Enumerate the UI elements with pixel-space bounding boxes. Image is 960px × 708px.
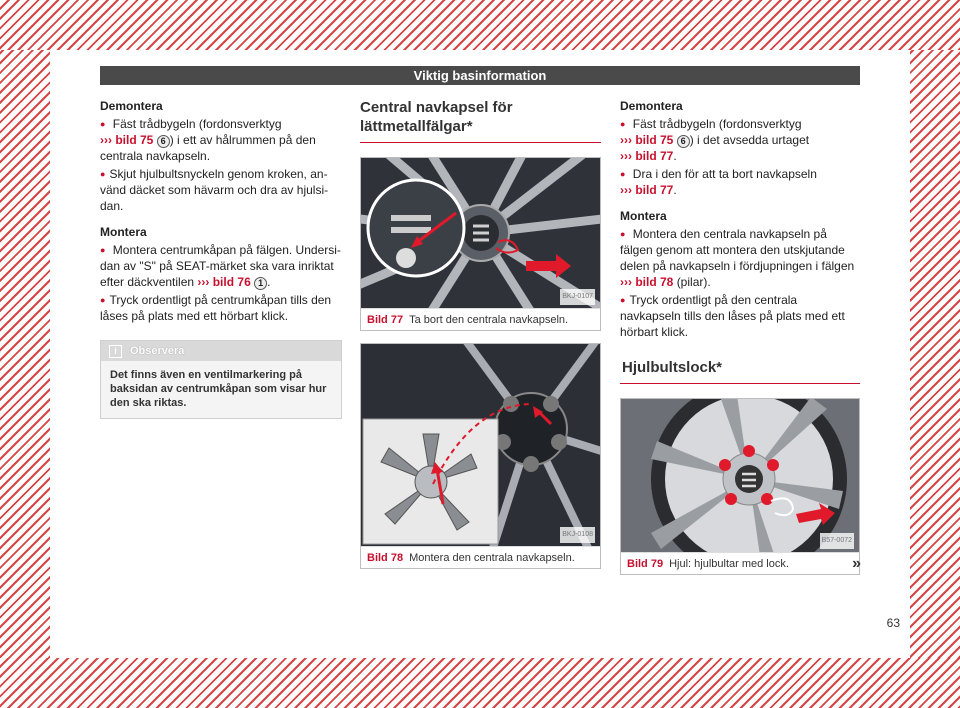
wheel-hubcap-removal-illustration — [361, 158, 600, 308]
figure-label: Bild 77 — [367, 314, 404, 326]
remove-step-1: ● Fäst trådbygeln (fordonsverktyg ››› bild 75 6 ) i ett av hålrummen på den centrala navkapseln. — [100, 116, 342, 164]
note-text: Det finns även en ventilmarkering på baksidan av centrumkåpan som visar hur den ska riktas. — [110, 369, 327, 409]
continue-arrow-icon: » — [852, 555, 861, 572]
figure-79 — [620, 398, 860, 575]
figure-79-caption: Bild 79 Hjul: hjulbultar med lock. — [621, 552, 859, 574]
remove-heading: Demontera — [620, 99, 683, 113]
remove-step-2: ● Dra i den för att ta bort navkapseln ››› bild 77. — [620, 166, 860, 198]
remove-step-2: ● Skjut hjulbultsnyckeln genom kroken, använd däcket som hävarm och dra av hjulsidan. — [100, 166, 342, 214]
figure-78 — [360, 343, 601, 569]
mount-step-1: ● Montera den centrala navkapseln på fälgen genom att montera den utskjutande delen på navkapseln i fördjupningen i fälgen ››› bild 78 (pilar). — [620, 226, 860, 290]
mount-heading: Montera — [620, 209, 667, 223]
section-title-navkapsel: Central navkapsel för lättmetallfälgar* — [360, 98, 601, 143]
link-bild-77[interactable]: ››› bild 77 — [620, 149, 674, 163]
mount-step-2: ● Tryck ordentligt på den centrala navkapseln tills den låses på plats med ett hörbart klick. — [620, 292, 860, 340]
column-middle — [360, 98, 601, 569]
column-right — [620, 98, 860, 575]
link-bild-75[interactable]: ››› bild 75 — [100, 133, 154, 147]
mount-step-2: ● Tryck ordentligt på centrumkåpan tills den låses på plats med ett hörbart klick. — [100, 292, 342, 324]
image-code: BKJ-0107 — [560, 289, 595, 305]
note-title: Observera — [130, 345, 185, 357]
link-bild-77[interactable]: ››› bild 77 — [620, 183, 674, 197]
link-bild-76[interactable]: ››› bild 76 — [197, 275, 251, 289]
decorative-stripe-top — [0, 0, 960, 50]
callout-number: 6 — [157, 135, 170, 148]
figure-label: Bild 79 — [627, 558, 664, 570]
figure-77-caption: Bild 77 Ta bort den centrala navkapseln. — [361, 308, 600, 330]
decorative-stripe-right — [910, 50, 960, 658]
remove-step-1: ● Fäst trådbygeln (fordonsverktyg ››› bild 75 6 ) i det avsedda urtaget ››› bild 77. — [620, 116, 860, 164]
callout-number: 6 — [677, 135, 690, 148]
figure-78-caption: Bild 78 Montera den centrala navkapseln. — [361, 546, 600, 568]
callout-number: 1 — [254, 277, 267, 290]
remove-heading: Demontera — [100, 99, 163, 113]
mount-step-1: ● Montera centrumkåpan på fälgen. Undersidan av "S" på SEAT-märket ska vara inriktat efter däckventilen ››› bild 76 1 . — [100, 242, 342, 290]
image-code: B57-0072 — [820, 533, 854, 549]
link-bild-75[interactable]: ››› bild 75 — [620, 133, 674, 147]
link-bild-78[interactable]: ››› bild 78 — [620, 275, 674, 289]
column-left — [100, 98, 342, 419]
figure-77-image — [361, 158, 600, 308]
figure-label: Bild 78 — [367, 552, 404, 564]
page-header: Viktig basinformation — [100, 66, 860, 85]
hubcap-mounting-illustration — [361, 344, 600, 546]
image-code: BKJ-0108 — [560, 527, 595, 543]
page-number: 63 — [886, 616, 900, 630]
note-box — [100, 340, 342, 419]
decorative-stripe-left — [0, 50, 50, 658]
section-title-hjulbultslock: Hjulbultslock* — [620, 358, 860, 384]
figure-78-image — [361, 344, 600, 546]
note-header — [101, 341, 341, 361]
mount-heading: Montera — [100, 225, 147, 239]
info-icon: i — [109, 345, 122, 358]
wheel-bolt-caps-illustration — [621, 399, 859, 552]
figure-79-image — [621, 399, 859, 552]
decorative-stripe-bottom — [0, 658, 960, 708]
figure-77 — [360, 157, 601, 331]
